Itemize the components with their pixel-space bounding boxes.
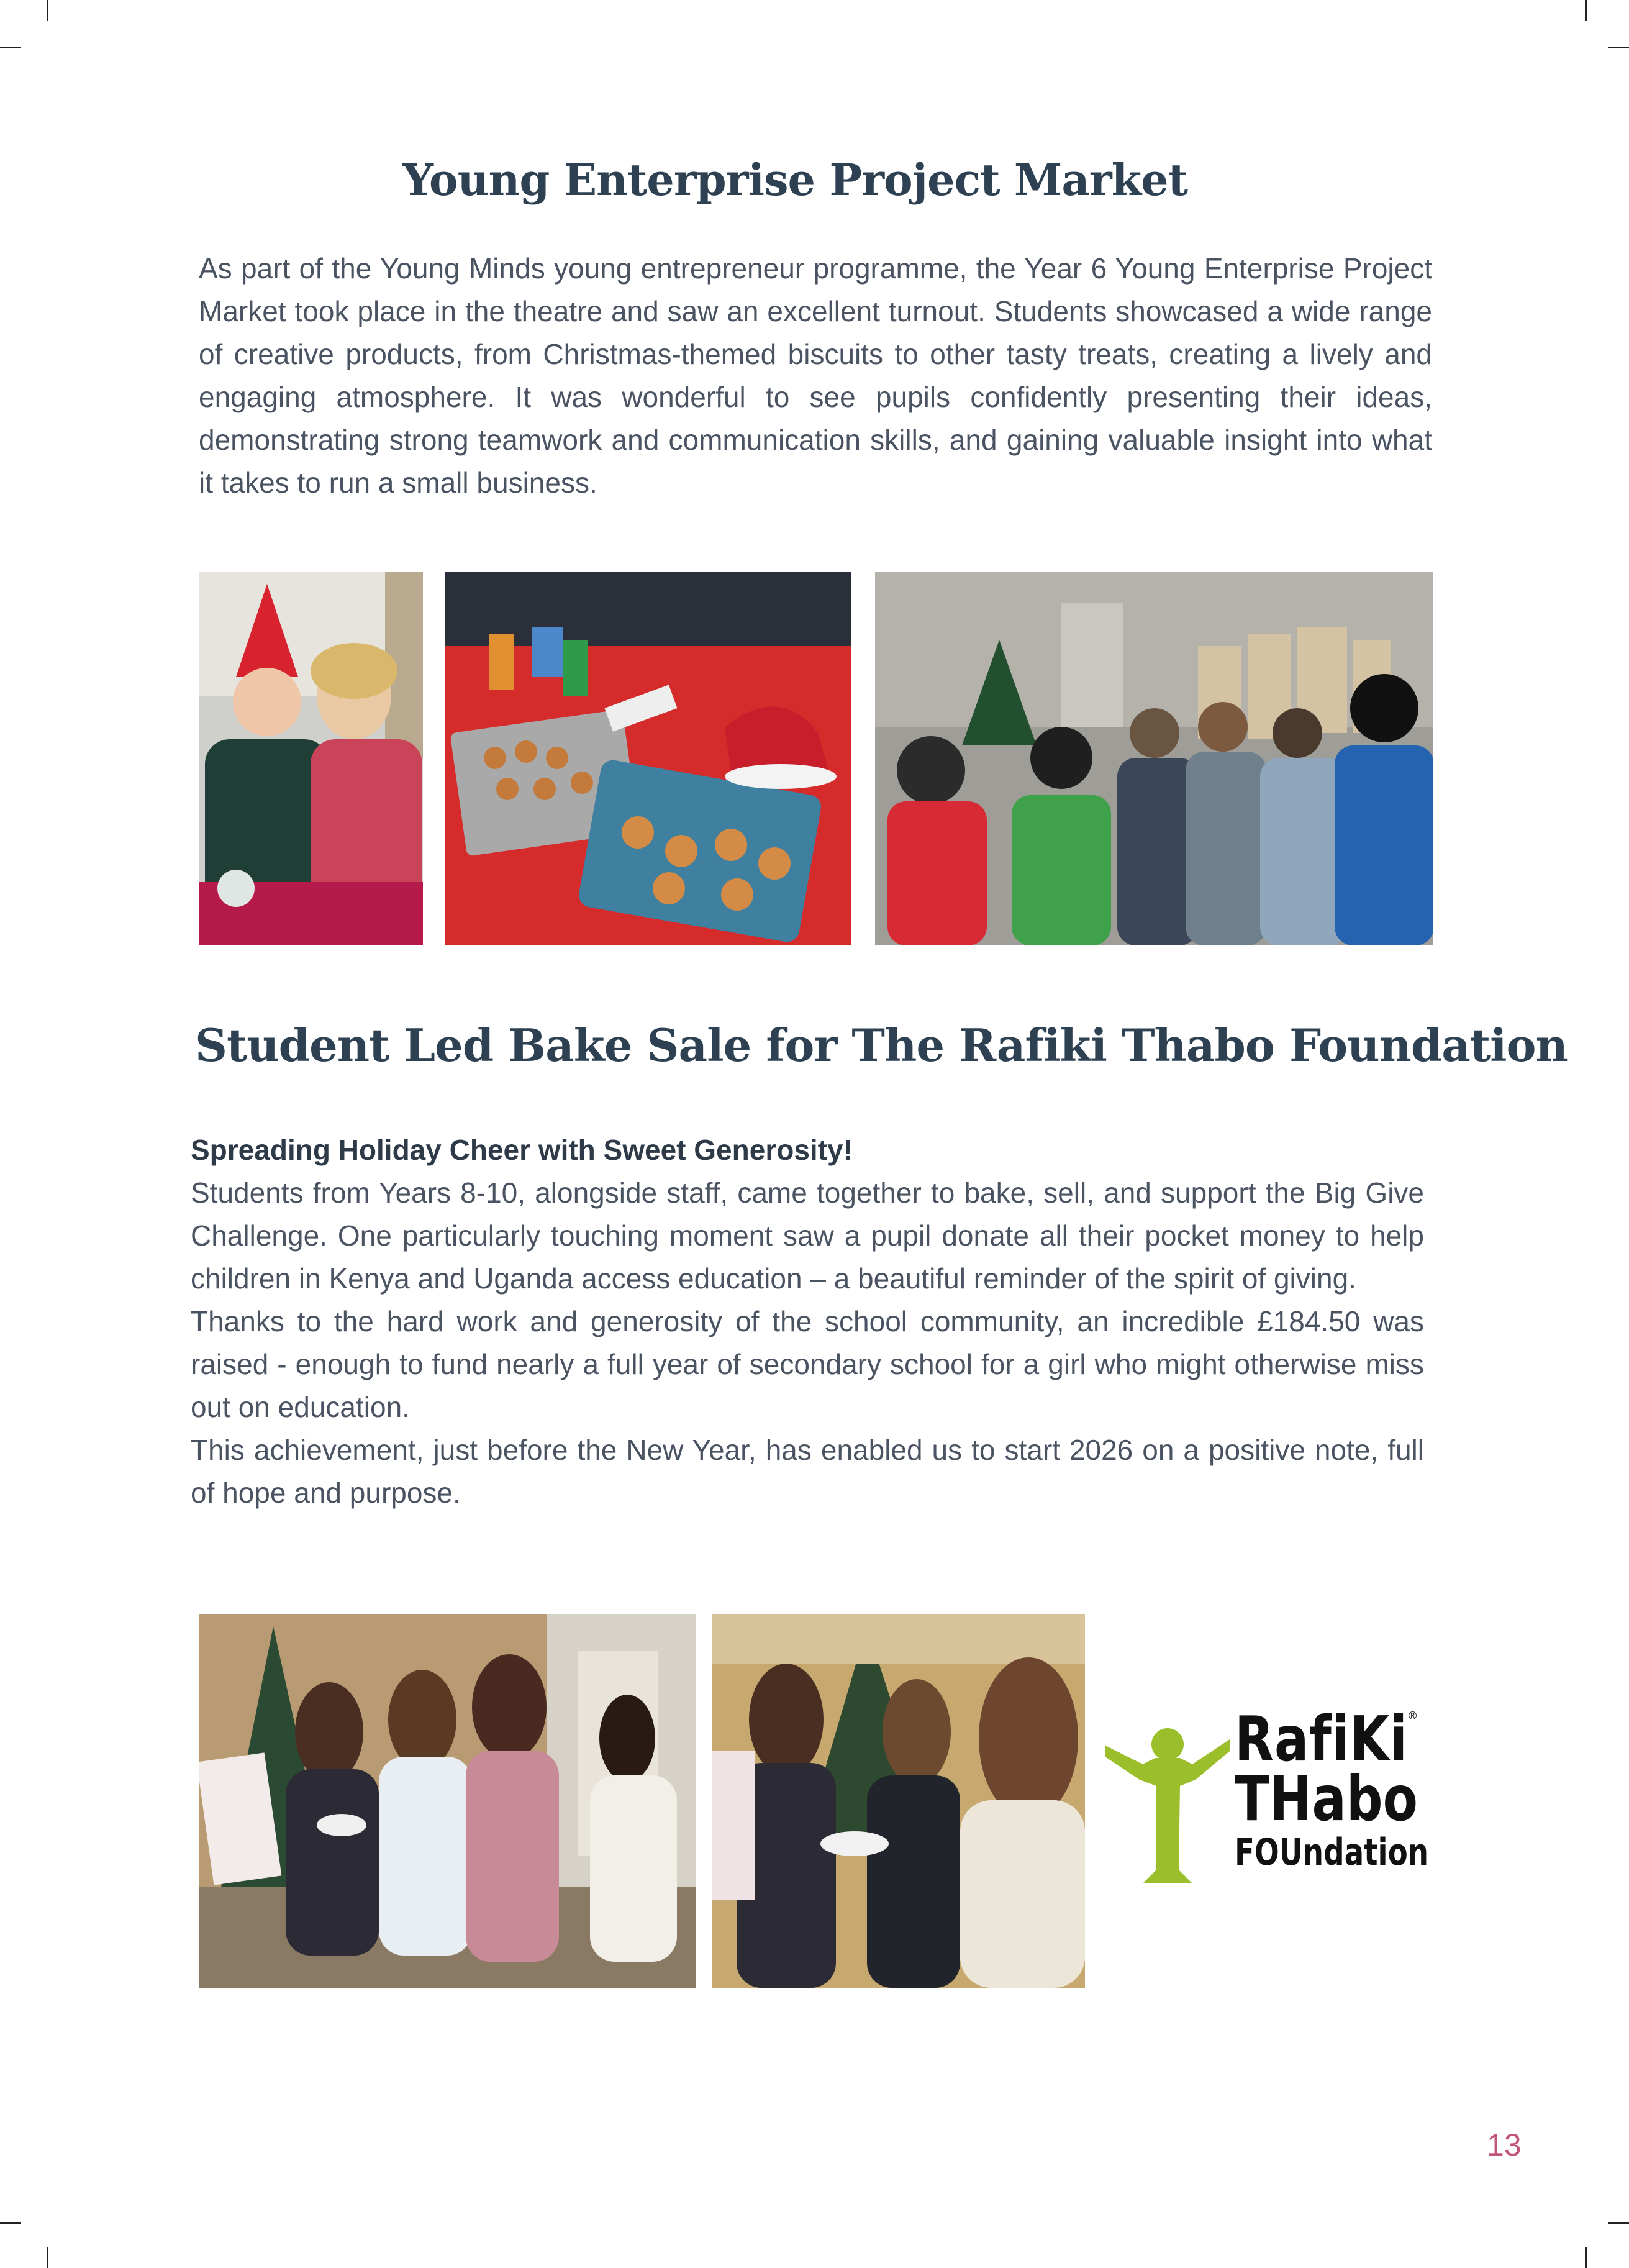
section-title-bake-sale: Student Led Bake Sale for The Rafiki Thabo Foundation [195, 1019, 1568, 1072]
photo-crowd-theatre [875, 572, 1433, 945]
logo-line3: FOUndation [1235, 1831, 1429, 1874]
crop-mark [47, 0, 48, 21]
section-title-young-enterprise: Young Enterprise Project Market [402, 154, 1187, 206]
logo-wordmark [1235, 1703, 1483, 1874]
crop-mark [47, 2247, 48, 2268]
photo-gingerbread-table [445, 572, 851, 945]
crop-mark [0, 2222, 21, 2224]
crop-mark [1608, 47, 1629, 48]
paragraph: Thanks to the hard work and generosity of the school community, an incredible £184.50 was raised - enough to fund nearly a full year of secondary school for a girl who might otherwise miss out on education. [191, 1305, 1424, 1423]
paragraph: This achievement, just before the New Year, has enabled us to start 2026 on a positive note, full of hope and purpose. [191, 1434, 1424, 1509]
paragraph: Students from Years 8-10, alongside staff, came together to bake, sell, and support the Big Give Challenge. One particularly touching moment saw a pupil donate all their pocket money to help children in Kenya and Uganda access education – a beautiful reminder of the spirit of giving. [191, 1177, 1424, 1295]
logo-line2: THabo [1235, 1762, 1418, 1835]
crop-mark [1585, 0, 1587, 21]
section-subtitle: Spreading Holiday Cheer with Sweet Generosity! [191, 1134, 853, 1166]
section-body-young-enterprise: As part of the Young Minds young entrepreneur programme, the Year 6 Young Enterprise Project Market took place in the theatre and saw an excellent turnout. Students showcased a wide range of creative products, from Christmas-themed biscuits to other tasty treats, creating a lively and engaging atmosphere. It was wonderful to see pupils confidently presenting their ideas, demonstrating strong teamwork and communication skills, and gaining valuable insight into what it takes to run a small business. [199, 252, 1432, 499]
crop-mark [1608, 2222, 1629, 2224]
photo-students-christmas-tree [199, 1614, 696, 1988]
section-body-bake-sale [191, 1129, 1424, 1514]
logo-line1: RafiKi [1235, 1703, 1408, 1775]
page-number: 13 [1487, 2128, 1522, 2162]
photo-girls-christmas-jumpers [199, 572, 423, 945]
figure-icon [1105, 1721, 1230, 1888]
registered-mark: ® [1409, 1710, 1417, 1722]
photo-students-cookies [712, 1614, 1085, 1988]
rafiki-thabo-logo [1105, 1703, 1429, 1888]
crop-mark [1585, 2247, 1587, 2268]
crop-mark [0, 47, 21, 48]
